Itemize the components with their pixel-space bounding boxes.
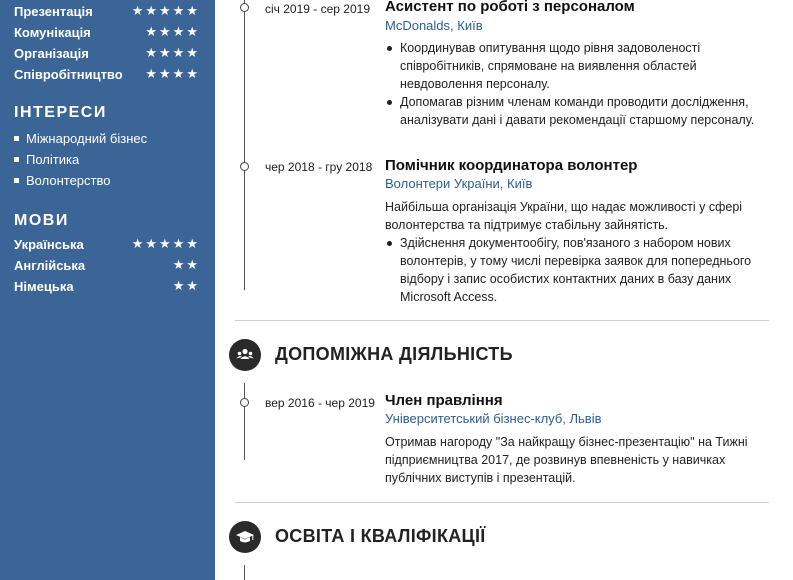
language-row-english <box>14 256 200 274</box>
list-item: Здійснення документообігу, пов'язаного з набором нових волонтерів, у тому числі перевірка заявок для попереднього відбору і запис особистих контактних даних в базу даних Microsoft Access. <box>385 234 775 306</box>
language-row-german <box>14 277 200 295</box>
activity-description: Отримав нагороду "За найкращу бізнес-презентацію" на Тижні підприємництва 2017, де розвинув впевненість у навичках публічних виступів і презентацій. <box>385 435 748 485</box>
job-organization: McDonalds, Київ <box>385 18 483 33</box>
language-rating-stars: ★★ <box>172 278 200 293</box>
timeline-line <box>244 565 245 580</box>
language-row-ukrainian <box>14 235 200 253</box>
people-icon <box>229 339 261 371</box>
timeline-dot <box>240 3 249 12</box>
languages-heading: МОВИ <box>14 212 69 229</box>
language-label: Українська <box>14 236 84 252</box>
list-item: Координував опитування щодо рівня задоволеності співробітників, спрямоване на виявлення областей невдоволення персоналу. <box>385 39 775 93</box>
main-content <box>215 0 793 580</box>
section-divider <box>235 320 769 321</box>
interest-label: Волонтерство <box>26 173 111 188</box>
section-title-education: ОСВІТА І КВАЛІФІКАЦІЇ <box>275 526 486 546</box>
bullet-icon <box>14 157 19 162</box>
activity-title: Член правління <box>385 392 503 409</box>
skill-row-organization <box>14 44 200 62</box>
timeline-line <box>244 0 245 290</box>
interest-item <box>14 173 110 188</box>
graduation-cap-icon <box>229 521 261 553</box>
job-organization: Волонтери України, Київ <box>385 176 533 191</box>
skill-rating-stars: ★★★★★ <box>131 3 200 18</box>
job-title: Помічник координатора волонтер <box>385 157 638 174</box>
list-item: Допомагав різним членам команди проводити дослідження, аналізувати дані і давати рекомендації старшому персоналу. <box>385 93 775 129</box>
skill-row-presentation <box>14 2 200 20</box>
bullet-icon <box>14 136 19 141</box>
job-date: чер 2018 - гру 2018 <box>265 160 373 174</box>
language-rating-stars: ★★ <box>172 257 200 272</box>
bullet-icon <box>14 178 19 183</box>
section-title-extra: ДОПОМІЖНА ДІЯЛЬНІСТЬ <box>275 344 513 364</box>
activity-date: вер 2016 - чер 2019 <box>265 396 375 410</box>
activity-organization: Університетський бізнес-клуб, Львів <box>385 411 602 426</box>
interest-label: Політика <box>26 152 80 167</box>
interest-item <box>14 131 147 146</box>
timeline-dot <box>240 398 249 407</box>
skill-row-cooperation <box>14 65 200 83</box>
interests-heading: ІНТЕРЕСИ <box>14 104 107 121</box>
skill-label: Організація <box>14 45 89 61</box>
skill-label: Презентація <box>14 3 93 19</box>
job-date: січ 2019 - сер 2019 <box>265 2 370 16</box>
timeline-dot <box>240 162 249 171</box>
language-rating-stars: ★★★★★ <box>131 236 200 251</box>
skill-label: Співробітництво <box>14 66 123 82</box>
sidebar <box>0 0 215 580</box>
interest-item <box>14 152 79 167</box>
skill-rating-stars: ★★★★ <box>145 45 200 60</box>
timeline-line <box>244 383 245 460</box>
skill-row-communication <box>14 23 200 41</box>
job-bullet-list <box>385 39 775 129</box>
interest-label: Міжнародний бізнес <box>26 131 148 146</box>
skill-rating-stars: ★★★★ <box>145 66 200 81</box>
language-label: Англійська <box>14 257 86 273</box>
job-title: Асистент по роботі з персоналом <box>385 0 635 15</box>
job-bullet-list <box>385 234 775 306</box>
skill-rating-stars: ★★★★ <box>145 24 200 39</box>
section-divider <box>235 502 769 503</box>
language-label: Німецька <box>14 278 74 294</box>
skill-label: Комунікація <box>14 24 91 40</box>
job-description: Найбільша організація України, що надає можливості у сфері волонтерства та підтримує стабільну зайнятість. <box>385 200 743 232</box>
